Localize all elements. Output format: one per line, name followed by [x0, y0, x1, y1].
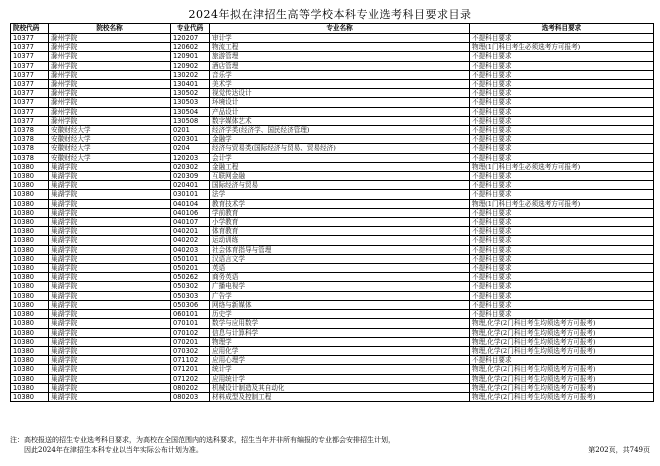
cell-school-name: 安徽财经大学 — [49, 135, 171, 144]
cell-school-name: 巢湖学院 — [49, 208, 171, 217]
cell-major-code: 020309 — [171, 172, 210, 181]
cell-school-name: 巢湖学院 — [49, 254, 171, 263]
table-row — [11, 236, 654, 245]
cell-school-name: 滁州学院 — [49, 70, 171, 79]
cell-school-code: 10380 — [11, 392, 49, 401]
cell-school-code: 10380 — [11, 227, 49, 236]
cell-school-name: 巢湖学院 — [49, 162, 171, 171]
cell-major-code: 020302 — [171, 162, 210, 171]
page-title: 2024年拟在津招生高等学校本科专业选考科目要求目录 — [188, 8, 472, 21]
table-row — [11, 52, 654, 61]
header-requirement: 选考科目要求 — [470, 24, 654, 34]
footnote-line-2: 因此2024年在津招生本科专业以当年实际公布计划为准。 — [24, 446, 203, 454]
cell-major-code: 040203 — [171, 245, 210, 254]
cell-school-name: 巢湖学院 — [49, 264, 171, 273]
cell-major-code: 040106 — [171, 208, 210, 217]
cell-school-name: 巢湖学院 — [49, 291, 171, 300]
cell-major-code: 130504 — [171, 107, 210, 116]
cell-school-code: 10380 — [11, 254, 49, 263]
table-row — [11, 61, 654, 70]
cell-major-name: 会计学 — [210, 153, 470, 162]
cell-major-code: 050101 — [171, 254, 210, 263]
table-row — [11, 383, 654, 392]
cell-school-name: 安徽财经大学 — [49, 126, 171, 135]
table-row — [11, 162, 654, 171]
table-row — [11, 392, 654, 401]
cell-school-name: 滁州学院 — [49, 52, 171, 61]
cell-major-code: 080203 — [171, 392, 210, 401]
cell-school-code: 10380 — [11, 346, 49, 355]
cell-major-code: 070101 — [171, 319, 210, 328]
cell-school-name: 巢湖学院 — [49, 236, 171, 245]
cell-school-name: 巢湖学院 — [49, 337, 171, 346]
cell-major-code: 130508 — [171, 116, 210, 125]
cell-major-code: 060101 — [171, 310, 210, 319]
cell-major-name: 教育技术学 — [210, 199, 470, 208]
cell-school-name: 巢湖学院 — [49, 383, 171, 392]
cell-major-name: 旅游管理 — [210, 52, 470, 61]
cell-school-code: 10378 — [11, 126, 49, 135]
table-row — [11, 328, 654, 337]
table-row — [11, 208, 654, 217]
cell-school-name: 巢湖学院 — [49, 346, 171, 355]
cell-major-name: 小学教育 — [210, 218, 470, 227]
cell-school-code: 10377 — [11, 70, 49, 79]
cell-major-code: 070302 — [171, 346, 210, 355]
cell-major-code: 020301 — [171, 135, 210, 144]
table-row — [11, 337, 654, 346]
cell-school-code: 10380 — [11, 190, 49, 199]
cell-major-code: 040201 — [171, 227, 210, 236]
cell-school-name: 巢湖学院 — [49, 374, 171, 383]
cell-school-code: 10380 — [11, 356, 49, 365]
cell-school-code: 10380 — [11, 319, 49, 328]
cell-major-code: 120902 — [171, 61, 210, 70]
cell-school-code: 10380 — [11, 273, 49, 282]
cell-school-name: 巢湖学院 — [49, 218, 171, 227]
cell-major-name: 互联网金融 — [210, 172, 470, 181]
cell-school-code: 10378 — [11, 144, 49, 153]
cell-school-name: 滁州学院 — [49, 116, 171, 125]
cell-school-code: 10380 — [11, 383, 49, 392]
table-row — [11, 319, 654, 328]
cell-requirement: 不提科目要求 — [470, 135, 654, 144]
cell-school-code: 10380 — [11, 337, 49, 346]
cell-major-code: 070102 — [171, 328, 210, 337]
cell-requirement: 不提科目要求 — [470, 310, 654, 319]
cell-major-name: 国际经济与贸易 — [210, 181, 470, 190]
cell-major-name: 数字媒体艺术 — [210, 116, 470, 125]
cell-school-code: 10380 — [11, 374, 49, 383]
cell-major-name: 法学 — [210, 190, 470, 199]
cell-major-code: 040104 — [171, 199, 210, 208]
cell-requirement: 不提科目要求 — [470, 98, 654, 107]
cell-requirement: 不提科目要求 — [470, 236, 654, 245]
cell-school-code: 10380 — [11, 236, 49, 245]
cell-school-name: 巢湖学院 — [49, 227, 171, 236]
table-row — [11, 181, 654, 190]
cell-school-name: 滁州学院 — [49, 34, 171, 43]
cell-major-name: 运动训练 — [210, 236, 470, 245]
cell-major-code: 070201 — [171, 337, 210, 346]
table-row — [11, 346, 654, 355]
cell-school-name: 滁州学院 — [49, 80, 171, 89]
cell-school-code: 10377 — [11, 80, 49, 89]
cell-school-code: 10380 — [11, 162, 49, 171]
cell-school-code: 10378 — [11, 153, 49, 162]
cell-requirement: 不提科目要求 — [470, 254, 654, 263]
cell-major-name: 音乐学 — [210, 70, 470, 79]
cell-school-name: 滁州学院 — [49, 107, 171, 116]
cell-requirement: 不提科目要求 — [470, 291, 654, 300]
table-header-row — [11, 24, 654, 34]
cell-major-name: 物理学 — [210, 337, 470, 346]
cell-major-name: 经济与贸易类(国际经济与贸易、贸易经济) — [210, 144, 470, 153]
table-row — [11, 80, 654, 89]
cell-major-code: 120203 — [171, 153, 210, 162]
cell-major-code: 071201 — [171, 365, 210, 374]
cell-requirement: 不提科目要求 — [470, 172, 654, 181]
cell-requirement: 物理,化学(2门科目考生均须选考方可报考) — [470, 365, 654, 374]
table-row — [11, 43, 654, 52]
cell-major-name: 视觉传达设计 — [210, 89, 470, 98]
cell-major-code: 050303 — [171, 291, 210, 300]
table-row — [11, 291, 654, 300]
cell-school-code: 10378 — [11, 135, 49, 144]
table-row — [11, 264, 654, 273]
cell-major-code: 130202 — [171, 70, 210, 79]
table-row — [11, 310, 654, 319]
cell-major-name: 金融工程 — [210, 162, 470, 171]
cell-requirement: 物理,化学(2门科目考生均须选考方可报考) — [470, 328, 654, 337]
cell-major-code: 130502 — [171, 89, 210, 98]
requirements-table — [10, 23, 654, 402]
cell-requirement: 不提科目要求 — [470, 190, 654, 199]
cell-major-name: 广播电视学 — [210, 282, 470, 291]
cell-major-code: 020401 — [171, 181, 210, 190]
cell-school-name: 巢湖学院 — [49, 365, 171, 374]
cell-major-name: 应用化学 — [210, 346, 470, 355]
cell-major-code: 040202 — [171, 236, 210, 245]
cell-major-code: 050302 — [171, 282, 210, 291]
cell-school-code: 10380 — [11, 282, 49, 291]
cell-school-name: 巢湖学院 — [49, 282, 171, 291]
cell-major-code: 130401 — [171, 80, 210, 89]
cell-major-code: 030101 — [171, 190, 210, 199]
cell-requirement: 不提科目要求 — [470, 181, 654, 190]
cell-major-name: 酒店管理 — [210, 61, 470, 70]
cell-school-code: 10377 — [11, 52, 49, 61]
cell-major-code: 050306 — [171, 300, 210, 309]
cell-school-name: 巢湖学院 — [49, 310, 171, 319]
cell-requirement: 物理(1门科目考生必须选考方可报考) — [470, 199, 654, 208]
cell-requirement: 物理,化学(2门科目考生均须选考方可报考) — [470, 346, 654, 355]
cell-school-code: 10380 — [11, 291, 49, 300]
cell-requirement: 不提科目要求 — [470, 126, 654, 135]
header-school-name: 院校名称 — [49, 24, 171, 34]
cell-school-code: 10377 — [11, 89, 49, 98]
cell-school-code: 10380 — [11, 328, 49, 337]
cell-school-name: 巢湖学院 — [49, 300, 171, 309]
cell-school-name: 巢湖学院 — [49, 172, 171, 181]
cell-major-code: 080202 — [171, 383, 210, 392]
table-row — [11, 300, 654, 309]
header-major-code: 专业代码 — [171, 24, 210, 34]
cell-requirement: 物理,化学(2门科目考生均须选考方可报考) — [470, 337, 654, 346]
table-row — [11, 153, 654, 162]
header-school-code: 院校代码 — [11, 24, 49, 34]
cell-major-code: 120602 — [171, 43, 210, 52]
cell-school-name: 巢湖学院 — [49, 328, 171, 337]
footnote — [10, 435, 570, 455]
cell-major-name: 机械设计制造及其自动化 — [210, 383, 470, 392]
cell-requirement: 物理(1门科目考生必须选考方可报考) — [470, 43, 654, 52]
table-row — [11, 356, 654, 365]
cell-major-name: 社会体育指导与管理 — [210, 245, 470, 254]
table-row — [11, 273, 654, 282]
page-number: 第202页，共749页 — [588, 446, 650, 454]
cell-major-code: 050262 — [171, 273, 210, 282]
cell-requirement: 不提科目要求 — [470, 153, 654, 162]
cell-requirement: 物理,化学(2门科目考生均须选考方可报考) — [470, 383, 654, 392]
table-row — [11, 34, 654, 43]
cell-school-code: 10377 — [11, 98, 49, 107]
cell-requirement: 物理,化学(2门科目考生均须选考方可报考) — [470, 319, 654, 328]
cell-requirement: 不提科目要求 — [470, 89, 654, 98]
table-row — [11, 365, 654, 374]
cell-requirement: 不提科目要求 — [470, 273, 654, 282]
cell-school-name: 巢湖学院 — [49, 356, 171, 365]
cell-major-code: 0204 — [171, 144, 210, 153]
cell-major-name: 数学与应用数学 — [210, 319, 470, 328]
cell-major-name: 应用统计学 — [210, 374, 470, 383]
cell-major-name: 广告学 — [210, 291, 470, 300]
cell-requirement: 不提科目要求 — [470, 264, 654, 273]
footnote-line-1: 注：高校报送的招生专业选考科目要求，为高校在全国范围内的选科要求，招生当年并非所有编报的专业都会安排招生计划， — [10, 436, 395, 444]
cell-major-name: 网络与新媒体 — [210, 300, 470, 309]
cell-school-name: 安徽财经大学 — [49, 144, 171, 153]
cell-requirement: 不提科目要求 — [470, 245, 654, 254]
cell-school-name: 滁州学院 — [49, 89, 171, 98]
cell-school-code: 10380 — [11, 264, 49, 273]
cell-major-name: 体育教育 — [210, 227, 470, 236]
cell-major-name: 汉语言文学 — [210, 254, 470, 263]
cell-school-name: 滁州学院 — [49, 61, 171, 70]
cell-requirement: 不提科目要求 — [470, 80, 654, 89]
cell-school-name: 巢湖学院 — [49, 392, 171, 401]
cell-major-name: 环境设计 — [210, 98, 470, 107]
cell-school-code: 10380 — [11, 365, 49, 374]
cell-major-code: 120207 — [171, 34, 210, 43]
cell-major-name: 统计学 — [210, 365, 470, 374]
table-row — [11, 89, 654, 98]
cell-school-code: 10380 — [11, 181, 49, 190]
cell-school-code: 10380 — [11, 172, 49, 181]
cell-major-name: 物流工程 — [210, 43, 470, 52]
table-row — [11, 70, 654, 79]
cell-school-code: 10380 — [11, 208, 49, 217]
table-row — [11, 282, 654, 291]
table-row — [11, 135, 654, 144]
cell-major-name: 英语 — [210, 264, 470, 273]
cell-requirement: 不提科目要求 — [470, 208, 654, 217]
cell-school-code: 10380 — [11, 300, 49, 309]
cell-requirement: 不提科目要求 — [470, 282, 654, 291]
cell-school-name: 巢湖学院 — [49, 273, 171, 282]
table-row — [11, 107, 654, 116]
cell-school-name: 巢湖学院 — [49, 245, 171, 254]
cell-major-name: 审计学 — [210, 34, 470, 43]
table-row — [11, 144, 654, 153]
cell-requirement: 物理,化学(2门科目考生均须选考方可报考) — [470, 374, 654, 383]
cell-requirement: 不提科目要求 — [470, 300, 654, 309]
cell-major-name: 学前教育 — [210, 208, 470, 217]
cell-major-name: 历史学 — [210, 310, 470, 319]
cell-requirement: 不提科目要求 — [470, 70, 654, 79]
cell-school-code: 10377 — [11, 34, 49, 43]
cell-school-code: 10380 — [11, 245, 49, 254]
cell-school-code: 10377 — [11, 61, 49, 70]
cell-major-name: 商务英语 — [210, 273, 470, 282]
cell-major-name: 产品设计 — [210, 107, 470, 116]
table-row — [11, 254, 654, 263]
cell-school-name: 巢湖学院 — [49, 319, 171, 328]
cell-school-name: 滁州学院 — [49, 43, 171, 52]
table-row — [11, 98, 654, 107]
cell-requirement: 物理(1门科目考生必须选考方可报考) — [470, 162, 654, 171]
cell-requirement: 不提科目要求 — [470, 218, 654, 227]
cell-major-code: 050201 — [171, 264, 210, 273]
cell-school-name: 巢湖学院 — [49, 190, 171, 199]
cell-requirement: 不提科目要求 — [470, 227, 654, 236]
cell-requirement: 物理,化学(2门科目考生均须选考方可报考) — [470, 392, 654, 401]
table-body — [11, 34, 654, 402]
cell-major-code: 130503 — [171, 98, 210, 107]
cell-major-code: 040107 — [171, 218, 210, 227]
table-row — [11, 190, 654, 199]
table-row — [11, 199, 654, 208]
cell-major-code: 071202 — [171, 374, 210, 383]
table-row — [11, 218, 654, 227]
cell-major-name: 美术学 — [210, 80, 470, 89]
cell-requirement: 不提科目要求 — [470, 52, 654, 61]
cell-school-code: 10380 — [11, 199, 49, 208]
header-major-name: 专业名称 — [210, 24, 470, 34]
cell-major-code: 0201 — [171, 126, 210, 135]
cell-school-code: 10380 — [11, 218, 49, 227]
table-row — [11, 116, 654, 125]
cell-requirement: 不提科目要求 — [470, 107, 654, 116]
cell-major-name: 应用心理学 — [210, 356, 470, 365]
table-row — [11, 227, 654, 236]
cell-requirement: 不提科目要求 — [470, 61, 654, 70]
table-row — [11, 245, 654, 254]
cell-school-code: 10380 — [11, 310, 49, 319]
cell-requirement: 不提科目要求 — [470, 356, 654, 365]
table-row — [11, 172, 654, 181]
cell-school-name: 巢湖学院 — [49, 181, 171, 190]
cell-school-code: 10377 — [11, 43, 49, 52]
cell-major-name: 信息与计算科学 — [210, 328, 470, 337]
cell-major-code: 071102 — [171, 356, 210, 365]
cell-major-name: 金融学 — [210, 135, 470, 144]
cell-school-code: 10377 — [11, 107, 49, 116]
table-row — [11, 126, 654, 135]
cell-requirement: 不提科目要求 — [470, 34, 654, 43]
cell-major-code: 120901 — [171, 52, 210, 61]
cell-school-name: 巢湖学院 — [49, 199, 171, 208]
cell-school-name: 滁州学院 — [49, 98, 171, 107]
cell-major-name: 经济学类(经济学、国民经济管理) — [210, 126, 470, 135]
cell-requirement: 不提科目要求 — [470, 144, 654, 153]
cell-requirement: 不提科目要求 — [470, 116, 654, 125]
cell-major-name: 材料成型及控制工程 — [210, 392, 470, 401]
cell-school-code: 10377 — [11, 116, 49, 125]
table-row — [11, 374, 654, 383]
cell-school-name: 安徽财经大学 — [49, 153, 171, 162]
